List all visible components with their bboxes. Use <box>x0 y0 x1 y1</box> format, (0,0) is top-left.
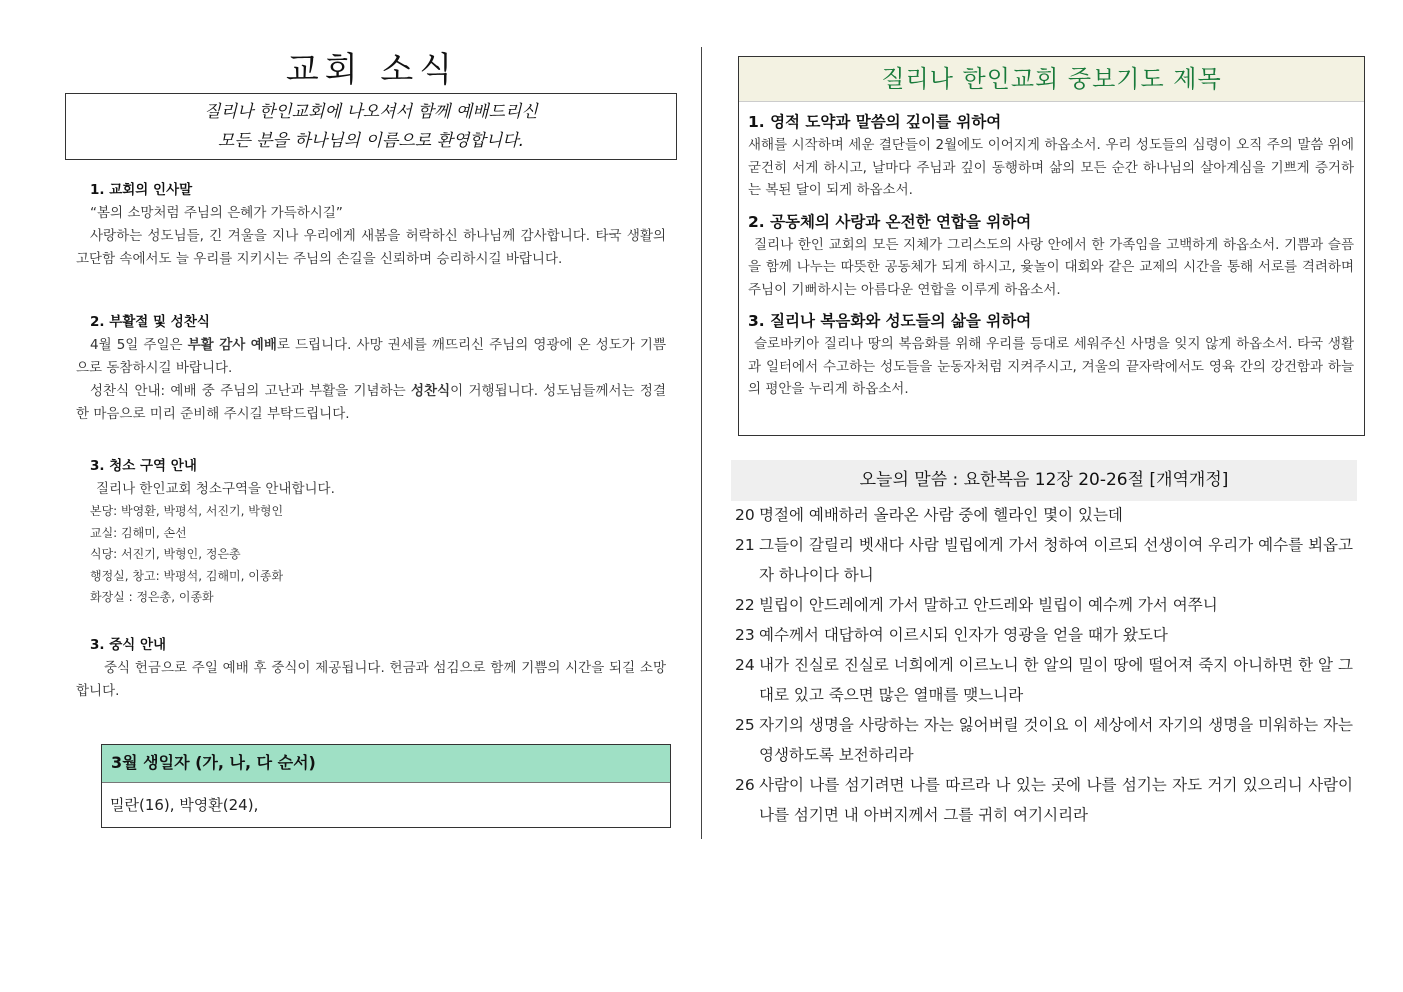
verse <box>735 530 1353 590</box>
prayer-item-heading: 1. 영적 도약과 말씀의 깊이를 위하여 <box>748 113 1002 131</box>
cleaning-item: 행정실, 창고: 박평석, 김해미, 이종화 <box>90 568 284 583</box>
prayer-title: 질리나 한인교회 중보기도 제목 <box>739 57 1364 102</box>
verse-text: 그들이 갈릴리 벳새다 사람 빌립에게 가서 청하여 이르되 선생이여 우리가 예수를 뵈옵고자 하나이다 하니 <box>759 536 1353 584</box>
birthday-box <box>101 744 671 828</box>
lunch-body: 중식 헌금으로 주일 예배 후 중식이 제공됩니다. 헌금과 섬김으로 함께 기쁨의 시간을 되길 소망합니다. <box>76 660 666 699</box>
prayer-item-body: 슬로바키아 질리나 땅의 복음화를 위해 우리를 등대로 세워주신 사명을 잊지 않게 하옵소서. 타국 생활과 일터에서 수고하는 성도들을 눈동자처럼 지켜주시고, 겨울의 끝자락에서도 영육 간의 강건함과 하늘의 평안을 누리게 하옵소서. <box>748 336 1354 397</box>
verse-number: 26 <box>735 776 755 794</box>
page-title: 교회 소식 <box>285 50 459 90</box>
verse-number: 24 <box>735 656 755 674</box>
easter-paragraph-1 <box>76 334 666 380</box>
verse-text: 명절에 예배하러 올라온 사람 중에 헬라인 몇이 있는데 <box>759 506 1123 524</box>
verse-text: 빌립이 안드레에게 가서 말하고 안드레와 빌립이 예수께 가서 여쭈니 <box>759 596 1218 614</box>
section-greeting <box>76 179 666 271</box>
section-easter <box>76 311 666 426</box>
verse <box>735 650 1353 710</box>
section-lunch <box>76 634 666 703</box>
column-divider <box>701 47 702 839</box>
birthday-list: 밀란(16), 박영환(24), <box>110 796 259 814</box>
text-run: 성찬식 안내: 예배 중 주님의 고난과 부활을 기념하는 <box>90 383 411 399</box>
section-heading: 2. 부활절 및 성찬식 <box>90 314 210 330</box>
verse <box>735 500 1353 530</box>
prayer-item-heading: 3. 질리나 복음화와 성도들의 삶을 위하여 <box>748 312 1032 330</box>
prayer-item-body: 질리나 한인 교회의 모든 지체가 그리스도의 사랑 안에서 한 가족임을 고백하게 하옵소서. 기쁨과 슬픔을 함께 나누는 따뜻한 공동체가 되게 하시고, 윷놀이 대회와 같은 교제의 시간을 통해 서로를 격려하며 주님이 기뻐하시는 아름다운 연합을 이루게 하옵소서. <box>748 236 1354 298</box>
welcome-line-1: 질리나 한인교회에 나오셔서 함께 예배드리신 <box>204 102 538 122</box>
section-heading: 3. 청소 구역 안내 <box>90 458 197 474</box>
prayer-item-heading: 2. 공동체의 사랑과 온전한 연합을 위하여 <box>748 212 1032 231</box>
text-run: 이 거행됩니다. 성도님들께서는 정결한 마음으로 미리 준비해 주시길 부탁드립니다. <box>76 383 666 422</box>
verse-number: 20 <box>735 506 755 524</box>
easter-paragraph-2 <box>76 380 666 426</box>
welcome-line-2: 모든 분을 하나님의 이름으로 환영합니다. <box>217 131 525 151</box>
section-heading: 3. 중식 안내 <box>90 637 167 653</box>
birthday-heading: 3월 생일자 (가, 나, 다 순서) <box>102 745 670 783</box>
verse <box>735 620 1353 650</box>
scripture-title: 오늘의 말씀 : 요한복음 12장 20-26절 [개역개정] <box>731 460 1357 501</box>
text-run: 4월 5일 주일은 <box>90 337 188 353</box>
verse-number: 22 <box>735 596 755 614</box>
section-heading: 1. 교회의 인사말 <box>90 182 193 198</box>
cleaning-intro: 질리나 한인교회 청소구역을 안내합니다. <box>96 481 335 497</box>
scripture-verses <box>735 500 1353 830</box>
verse <box>735 590 1353 620</box>
verse-number: 23 <box>735 626 755 644</box>
bold-text: 성찬식 <box>411 383 451 399</box>
section-cleaning <box>76 455 666 609</box>
verse <box>735 770 1353 830</box>
verse-text: 예수께서 대답하여 이르시되 인자가 영광을 얻을 때가 왔도다 <box>759 626 1168 644</box>
verse-text: 자기의 생명을 사랑하는 자는 잃어버릴 것이요 이 세상에서 자기의 생명을 미워하는 자는 영생하도록 보전하리라 <box>759 716 1353 764</box>
greeting-quote: “봄의 소망처럼 주님의 은혜가 가득하시길” <box>90 205 343 221</box>
cleaning-item: 교실: 김해미, 손선 <box>90 525 187 540</box>
verse-text: 내가 진실로 진실로 너희에게 이르노니 한 알의 밀이 땅에 떨어져 죽지 아니하면 한 알 그대로 있고 죽으면 많은 열매를 맺느니라 <box>759 656 1353 704</box>
prayer-item-body: 새해를 시작하며 세운 결단들이 2월에도 이어지게 하옵소서. 우리 성도들의 심령이 오직 주의 말씀 위에 굳건히 서게 하시고, 날마다 주님과 깊이 동행하며 삶의 모든 순간 하나님의 살아계심을 기쁘게 증거하는 복된 달이 되게 하옵소서. <box>748 137 1354 198</box>
prayer-box <box>738 56 1365 436</box>
verse-number: 21 <box>735 536 755 554</box>
text-run: 로 드립니다. 사망 권세를 깨뜨리신 주님의 영광에 온 성도가 기쁨으로 동참하시길 바랍니다. <box>76 337 666 376</box>
bold-text: 부활 감사 예배 <box>187 337 277 353</box>
greeting-body: 사랑하는 성도님들, 긴 겨울을 지나 우리에게 새봄을 허락하신 하나님께 감사합니다. 타국 생활의 고단함 속에서도 늘 우리를 지키시는 주님의 손길을 신뢰하며 승리하시길 바랍니다. <box>76 228 666 267</box>
cleaning-item: 식당: 서진기, 박형인, 정은총 <box>90 547 241 561</box>
verse <box>735 710 1353 770</box>
cleaning-item: 본당: 박영환, 박평석, 서진기, 박형인 <box>90 504 284 518</box>
verse-text: 사람이 나를 섬기려면 나를 따르라 나 있는 곳에 나를 섬기는 자도 거기 있으리니 사람이 나를 섬기면 내 아버지께서 그를 귀히 여기시리라 <box>759 776 1353 824</box>
cleaning-item: 화장실 : 정은총, 이종화 <box>90 590 214 604</box>
welcome-box <box>65 93 677 160</box>
verse-number: 25 <box>735 716 755 734</box>
